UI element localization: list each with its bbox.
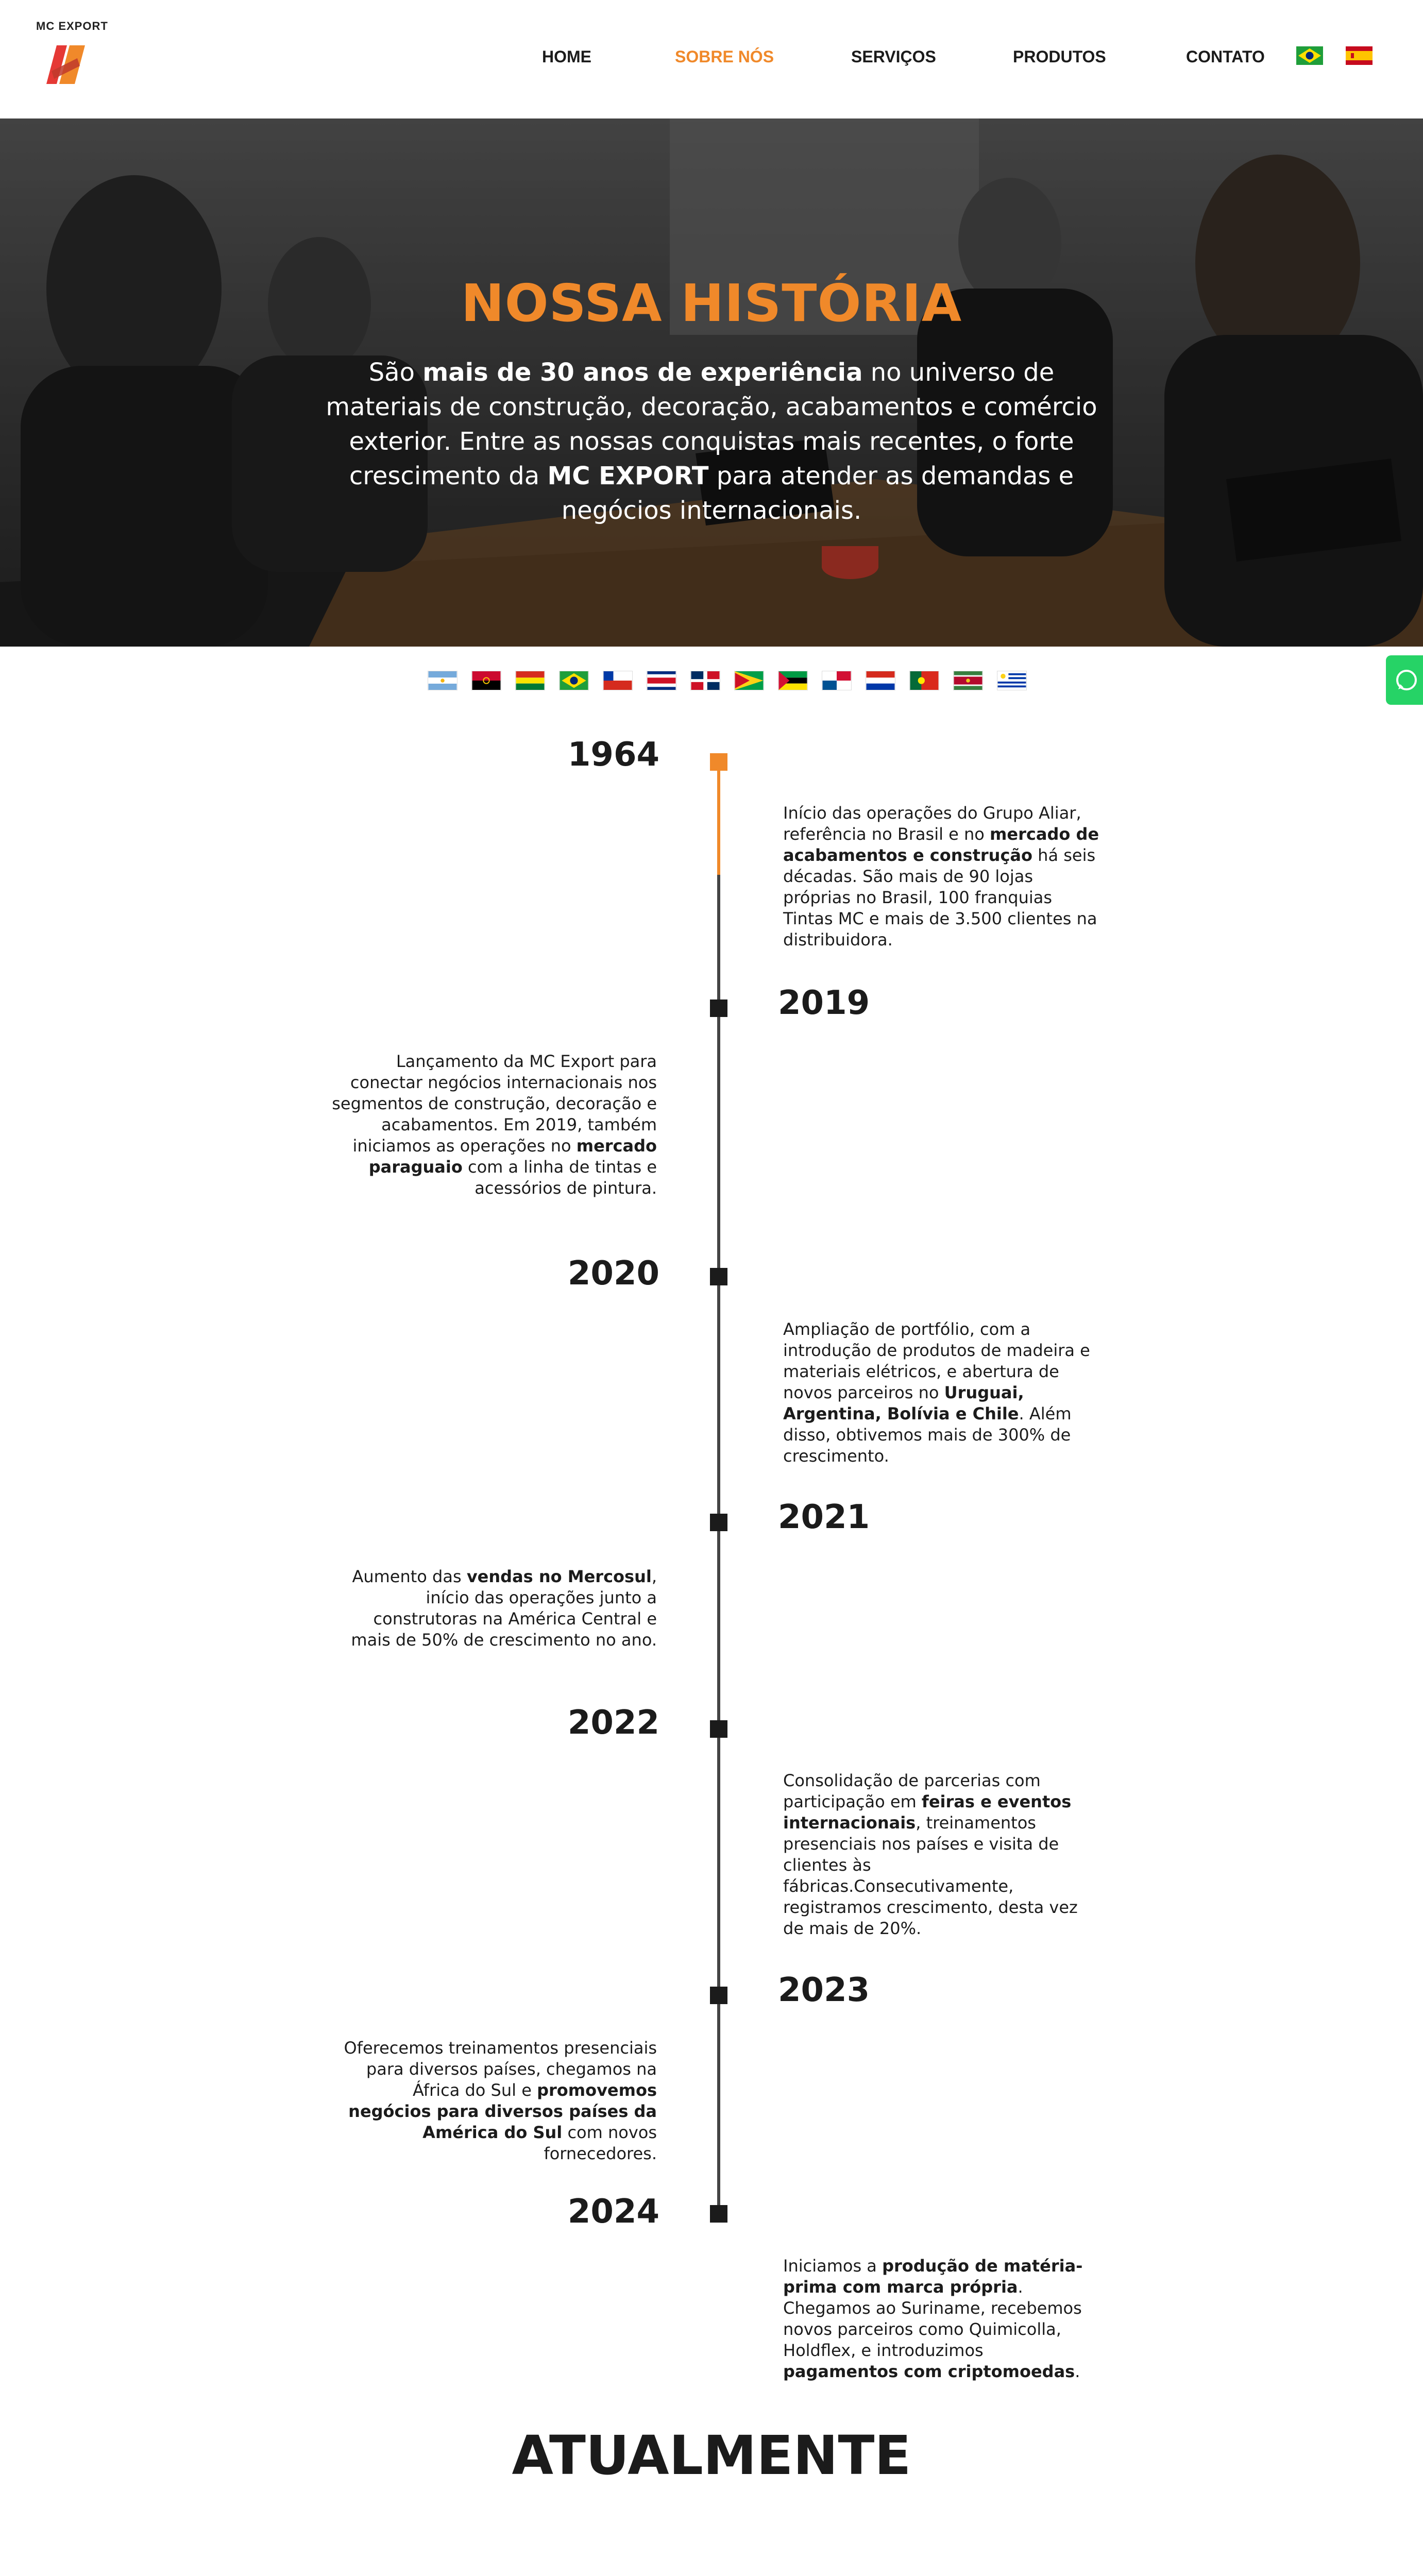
logo-mark-icon [36, 35, 93, 92]
nav-sobre-nos[interactable]: SOBRE NÓS [675, 47, 774, 66]
flag-mozambique-icon [778, 671, 808, 690]
t2024-2: produção de matéria-prima com marca própria [783, 2256, 1083, 2297]
timeline-progress-line [717, 761, 720, 875]
timeline-text-2022 [783, 1770, 1103, 1939]
flag-argentina-icon [428, 671, 458, 690]
flag-suriname-icon [953, 671, 983, 690]
hero-text-2: mais de 30 anos de experiência [422, 358, 863, 387]
timeline-year-2020: 2020 [567, 1255, 659, 1293]
flag-dominican-republic-icon [690, 671, 720, 690]
t2023-3: com novos fornecedores. [544, 2123, 657, 2163]
t2023-1: Oferecemos treinamentos presenciais para diversos países, chegamos na África do Sul e [344, 2038, 657, 2100]
flag-portugal-icon [909, 671, 939, 690]
site-header [0, 0, 1423, 118]
timeline-year-2019: 2019 [778, 984, 870, 1022]
flag-paraguay-icon [866, 671, 895, 690]
t2019-1: Lançamento da MC Export para conectar negócios internacionais nos segmentos de construção, decoração e acabamentos. Em 2019, também iniciamos as operações no [332, 1052, 657, 1156]
flag-brazil-icon[interactable] [1296, 46, 1323, 65]
timeline-year-2024: 2024 [567, 2193, 659, 2231]
timeline-marker-2024 [710, 2205, 727, 2223]
t2021-3: , início das operações junto a construtoras na América Central e mais de 50% de crescimento no ano. [351, 1567, 657, 1650]
hero-text-3: no universo de materiais de construção, decoração, acabamentos e comércio exterior. Entre as nossas conquistas mais recentes, o forte crescimento da [326, 358, 1097, 490]
t1964-1: Início das operações do Grupo Aliar, referência no Brasil e no [783, 803, 1081, 844]
whatsapp-icon [1386, 655, 1423, 705]
hero-banner [0, 118, 1423, 647]
flag-chile-icon [603, 671, 633, 690]
t2021-2: vendas no Mercosul [466, 1567, 652, 1586]
t2023-2: promovemos negócios para diversos países da América do Sul [348, 2080, 657, 2142]
whatsapp-floating-button[interactable] [1386, 655, 1423, 705]
flag-panama-icon [822, 671, 852, 690]
t2024-3: . Chegamos ao Suriname, recebemos novos parceiros como Quimicolla, Holdflex, e introduzimos [783, 2277, 1082, 2360]
t2019-3: com a linha de tintas e acessórios de pintura. [462, 1157, 657, 1198]
flag-uruguay-icon [997, 671, 1027, 690]
timeline-year-2021: 2021 [778, 1498, 870, 1536]
flag-bolivia-icon [515, 671, 545, 690]
t2020-2: Uruguai, Argentina, Bolívia e Chile [783, 1383, 1024, 1423]
t2022-2: feiras e eventos internacionais [783, 1792, 1072, 1833]
hero-title: NOSSA HISTÓRIA [461, 273, 962, 333]
nav-produtos[interactable]: PRODUTOS [1013, 47, 1106, 66]
timeline-marker-2022 [710, 1720, 727, 1738]
t2019-2: mercado paraguaio [368, 1136, 657, 1177]
timeline-year-2022: 2022 [567, 1704, 659, 1742]
nav-home[interactable]: HOME [542, 47, 591, 66]
logo[interactable] [36, 20, 113, 92]
timeline-marker-2021 [710, 1514, 727, 1531]
country-flags-row [428, 671, 1010, 691]
t2024-4: pagamentos com criptomoedas [783, 2362, 1075, 2381]
t1964-2: mercado de acabamentos e construção [783, 824, 1099, 865]
hero-text-4: MC EXPORT [547, 462, 709, 490]
t2024-1: Iniciamos a [783, 2256, 883, 2276]
hero-text-5: para atender as demandas e negócios internacionais. [561, 462, 1074, 525]
timeline-text-2021 [330, 1566, 657, 1651]
t2024-5: . [1075, 2362, 1080, 2381]
timeline-marker-2023 [710, 1987, 727, 2004]
atualmente-title: ATUALMENTE [512, 2424, 911, 2487]
t2022-3: , treinamentos presenciais nos países e visita de clientes às fábricas.Consecutivamente, registramos crescimento, desta vez de mais de 20%. [783, 1813, 1078, 1938]
timeline-marker-2020 [710, 1268, 727, 1285]
timeline-text-2019 [330, 1051, 657, 1199]
hero-description [309, 355, 1114, 528]
timeline-year-2023: 2023 [778, 1971, 870, 2009]
flag-costa-rica-icon [647, 671, 676, 690]
timeline-marker-1964 [710, 753, 727, 771]
flag-guyana-icon [734, 671, 764, 690]
timeline-year-1964: 1964 [567, 736, 659, 774]
logo-text: MC EXPORT [36, 20, 108, 32]
flag-spain-icon[interactable] [1346, 46, 1373, 65]
timeline-marker-2019 [710, 999, 727, 1017]
t2020-3: . Além disso, obtivemos mais de 300% de crescimento. [783, 1404, 1072, 1466]
t2022-1: Consolidação de parcerias com participação em [783, 1771, 1041, 1811]
nav-servicos[interactable]: SERVIÇOS [851, 47, 936, 66]
timeline-text-2024 [783, 2256, 1103, 2382]
timeline-text-2023 [330, 2038, 657, 2164]
t2020-1: Ampliação de portfólio, com a introdução de produtos de madeira e materiais elétricos, e abertura de novos parceiros no [783, 1319, 1090, 1402]
flag-angola-icon [471, 671, 501, 690]
nav-contato[interactable]: CONTATO [1186, 47, 1265, 66]
timeline-text-2020 [783, 1319, 1103, 1467]
hero-text-1: São [368, 358, 423, 387]
timeline-text-1964 [783, 803, 1103, 951]
flag-brazil-small-icon [559, 671, 589, 690]
t2021-1: Aumento das [352, 1567, 467, 1586]
t1964-3: há seis décadas. São mais de 90 lojas próprias no Brasil, 100 franquias Tintas MC e mais de 3.500 clientes na distribuidora. [783, 845, 1097, 950]
